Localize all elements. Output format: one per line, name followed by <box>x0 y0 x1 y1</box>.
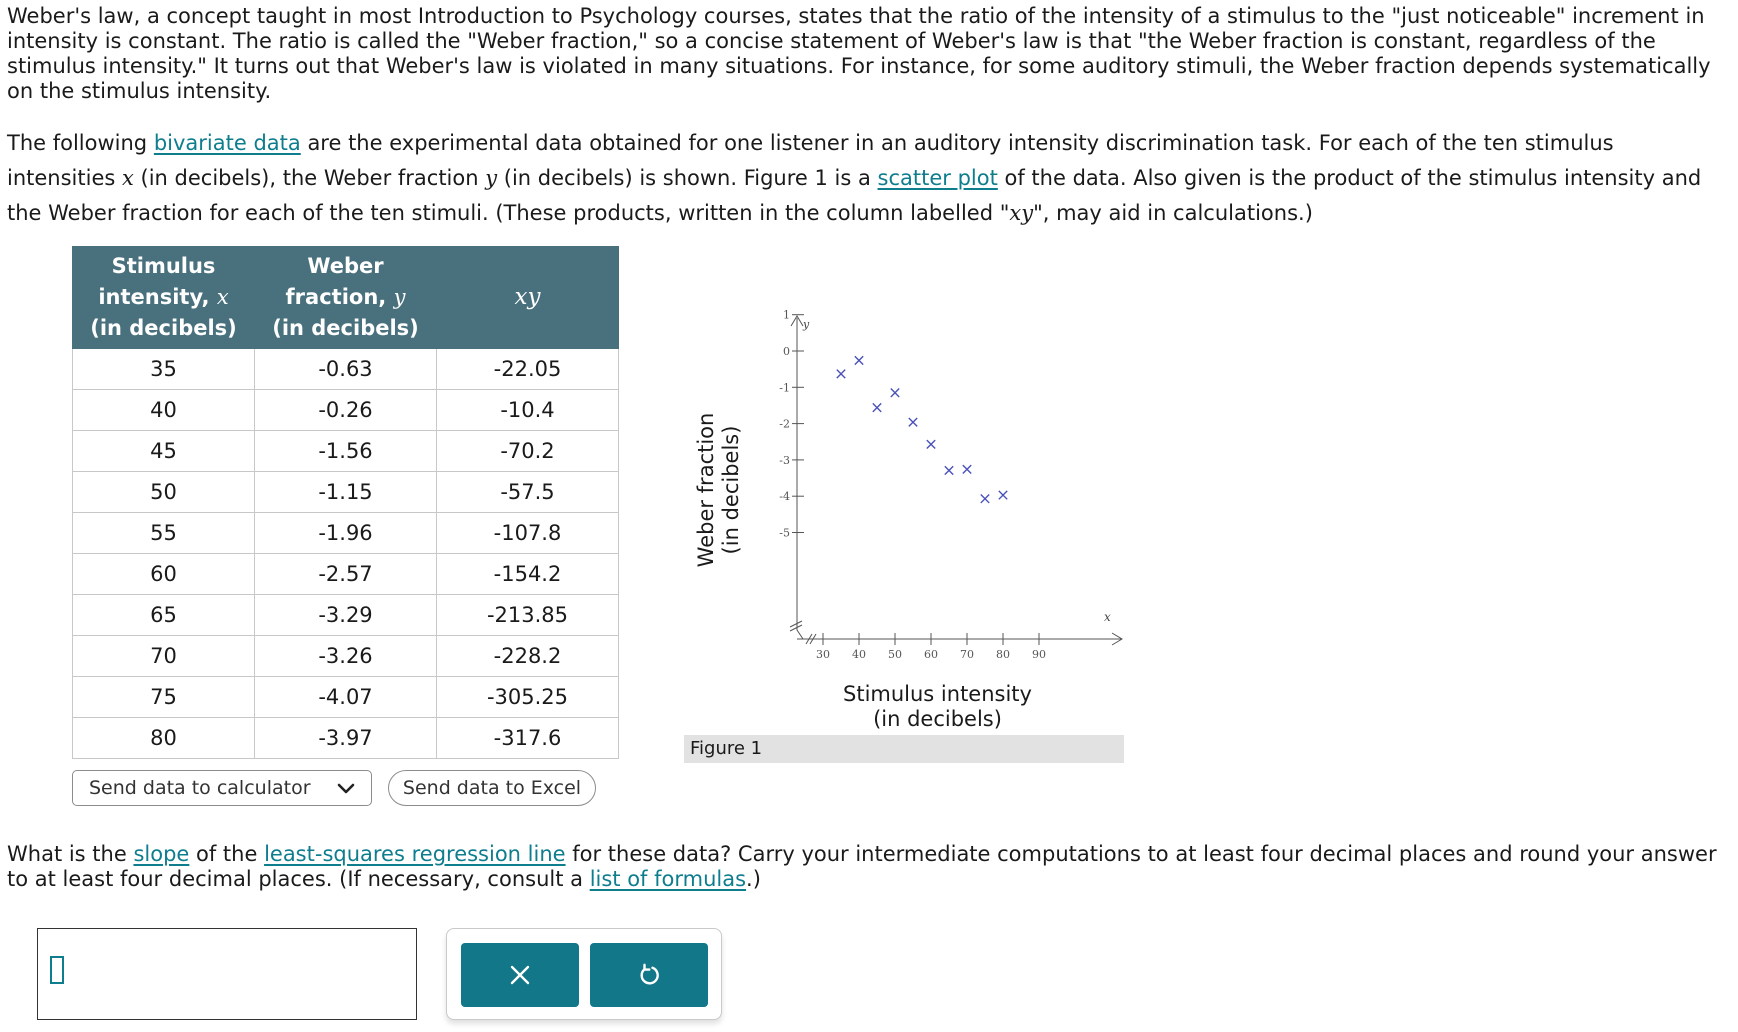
y-tick-label: -5 <box>779 526 790 540</box>
var-xy: xy <box>514 284 541 310</box>
chevron-down-icon <box>335 777 357 804</box>
x-tick <box>960 633 974 660</box>
cell-xy: -22.05 <box>437 349 619 390</box>
bivariate-data-link[interactable]: bivariate data <box>153 131 301 155</box>
cell-xy: -305.25 <box>437 677 619 718</box>
y-tick-label: -3 <box>779 453 790 467</box>
cell-weber: -0.26 <box>255 390 437 431</box>
y-axis-symbol: y <box>803 318 810 331</box>
cell-stimulus: 55 <box>73 513 255 554</box>
table-row <box>73 349 619 390</box>
table-row <box>73 513 619 554</box>
scatter-plot-link[interactable]: scatter plot <box>877 166 998 190</box>
text: .) <box>746 867 761 891</box>
y-tick-label: 0 <box>783 345 790 358</box>
table-row <box>73 595 619 636</box>
intro-paragraph: Weber's law, a concept taught in most Introduction to Psychology courses, states that the ratio of the intensity of a stimulus to the "just noticeable" increment in intensity is constant. The ratio is called the "Weber fraction," so a concise statement of Weber's law is that "the Weber fraction is constant, regardless of the stimulus intensity." It turns out that Weber's law is violated in many situations. For instance, for some auditory stimuli, the Weber fraction depends systematically on the stimulus intensity. <box>7 4 1711 103</box>
y-tick <box>783 345 804 358</box>
y-axis-title-line1: Weber fraction <box>694 412 718 568</box>
cell-xy: -213.85 <box>437 595 619 636</box>
x-tick-label: 40 <box>852 648 866 660</box>
text: are the experimental data obtained for one listener in an auditory intensity discrimination task. For each of the ten stimulus intensities <box>7 131 1614 190</box>
send-to-calculator-label: Send data to calculator <box>89 777 311 799</box>
text: What is the <box>7 842 134 866</box>
text: (in decibels), the Weber fraction <box>133 166 486 190</box>
cell-xy: -228.2 <box>437 636 619 677</box>
cell-stimulus: 60 <box>73 554 255 595</box>
y-tick <box>779 454 804 467</box>
x-axis-title-line1: Stimulus intensity <box>843 682 1032 706</box>
cell-weber: -1.56 <box>255 431 437 472</box>
header-text: intensity, <box>98 285 217 309</box>
data-point <box>909 418 917 426</box>
header-text: Stimulus <box>111 254 216 278</box>
cell-weber: -1.96 <box>255 513 437 554</box>
table-row <box>73 677 619 718</box>
y-tick-label: -1 <box>779 381 790 395</box>
send-to-calculator-dropdown[interactable] <box>72 770 372 806</box>
data-point <box>855 356 863 364</box>
data-point <box>891 389 899 397</box>
x-tick <box>852 633 866 660</box>
text: ", may aid in calculations.) <box>1033 201 1313 225</box>
y-tick <box>779 490 804 503</box>
cell-weber: -1.15 <box>255 472 437 513</box>
cell-xy: -107.8 <box>437 513 619 554</box>
y-tick <box>783 309 804 322</box>
var-x: x <box>216 285 229 309</box>
x-tick-label: 70 <box>960 648 974 660</box>
figure-caption: Figure 1 <box>684 735 1124 763</box>
x-axis-title-line2: (in decibels) <box>873 707 1002 731</box>
table-row <box>73 636 619 677</box>
send-to-excel-button[interactable]: Send data to Excel <box>388 770 596 806</box>
text: (in decibels) is shown. Figure 1 is a <box>497 166 878 190</box>
question-text <box>7 842 1727 892</box>
x-tick-label: 90 <box>1032 648 1046 660</box>
data-description-paragraph <box>7 126 1727 231</box>
x-tick <box>924 633 938 660</box>
text: The following <box>7 131 154 155</box>
list-of-formulas-link[interactable]: list of formulas <box>589 867 747 891</box>
table-row <box>73 472 619 513</box>
header-text: (in decibels) <box>272 316 419 340</box>
data-point <box>963 465 971 473</box>
close-x-icon <box>507 962 533 988</box>
data-point <box>999 491 1007 499</box>
y-tick-label: -2 <box>779 417 790 431</box>
cell-stimulus: 35 <box>73 349 255 390</box>
cell-stimulus: 50 <box>73 472 255 513</box>
column-header-xy <box>437 247 619 349</box>
cell-xy: -70.2 <box>437 431 619 472</box>
axis-corner <box>797 622 803 639</box>
y-tick-label: -4 <box>779 490 790 504</box>
cell-weber: -2.57 <box>255 554 437 595</box>
x-tick-label: 30 <box>816 648 830 660</box>
column-header-weber <box>255 247 437 349</box>
column-header-stimulus <box>73 247 255 349</box>
cell-stimulus: 40 <box>73 390 255 431</box>
x-tick <box>996 633 1010 660</box>
x-tick-label: 80 <box>996 648 1010 660</box>
table-row <box>73 718 619 759</box>
var-x: x <box>122 166 134 190</box>
cell-stimulus: 75 <box>73 677 255 718</box>
cell-weber: -4.07 <box>255 677 437 718</box>
table-row <box>73 431 619 472</box>
x-tick <box>816 633 830 660</box>
header-text: fraction, <box>285 285 394 309</box>
cell-weber: -3.29 <box>255 595 437 636</box>
cell-xy: -57.5 <box>437 472 619 513</box>
cell-stimulus: 65 <box>73 595 255 636</box>
var-y: y <box>393 285 406 309</box>
table-row <box>73 390 619 431</box>
cell-xy: -154.2 <box>437 554 619 595</box>
least-squares-regression-line-link[interactable]: least-squares regression line <box>264 842 566 866</box>
clear-button[interactable] <box>461 943 579 1007</box>
x-axis-symbol: x <box>1104 610 1111 624</box>
x-tick-label: 60 <box>924 648 938 660</box>
cell-xy: -317.6 <box>437 718 619 759</box>
undo-arrow-icon <box>635 961 663 989</box>
slope-link[interactable]: slope <box>133 842 190 866</box>
data-point <box>837 370 845 378</box>
answer-input[interactable] <box>50 956 64 984</box>
y-tick <box>779 381 804 394</box>
var-y: y <box>485 166 498 190</box>
answer-box[interactable] <box>37 928 417 1020</box>
cell-weber: -0.63 <box>255 349 437 390</box>
cell-weber: -3.97 <box>255 718 437 759</box>
cell-xy: -10.4 <box>437 390 619 431</box>
x-tick <box>1032 633 1046 660</box>
data-point <box>927 440 935 448</box>
cell-weber: -3.26 <box>255 636 437 677</box>
cell-stimulus: 70 <box>73 636 255 677</box>
data-point <box>945 466 953 474</box>
data-table <box>72 246 619 759</box>
x-axis-title <box>800 682 1075 732</box>
y-tick <box>779 418 804 431</box>
header-text: Weber <box>307 254 384 278</box>
reset-button[interactable] <box>590 943 708 1007</box>
axis-title-y <box>694 413 743 568</box>
data-point <box>873 403 881 411</box>
table-body <box>73 349 619 759</box>
text: of the data. Also given is the product of the stimulus intensity and the Weber fraction for each of the ten stimuli. (These products, written in the column labelled " <box>7 166 1702 225</box>
cell-stimulus: 45 <box>73 431 255 472</box>
var-xy: xy <box>1009 201 1034 225</box>
text: for these data? Carry your intermediate computations to at least four decimal places and round your answer to at least four decimal places. (If necessary, consult a <box>7 842 1717 891</box>
data-point <box>981 495 989 503</box>
x-tick <box>888 633 902 660</box>
x-tick-label: 50 <box>888 648 902 660</box>
scatter-plot <box>690 300 1130 660</box>
chart-points <box>837 356 1007 503</box>
chart-ticks <box>779 309 1046 660</box>
y-tick-label: 1 <box>783 308 790 322</box>
table-header-row <box>73 247 619 349</box>
table-row <box>73 554 619 595</box>
text: of the <box>189 842 265 866</box>
y-tick <box>779 527 804 540</box>
cell-stimulus: 80 <box>73 718 255 759</box>
header-text: (in decibels) <box>90 316 237 340</box>
y-axis-title-line2: (in decibels) <box>719 425 743 555</box>
